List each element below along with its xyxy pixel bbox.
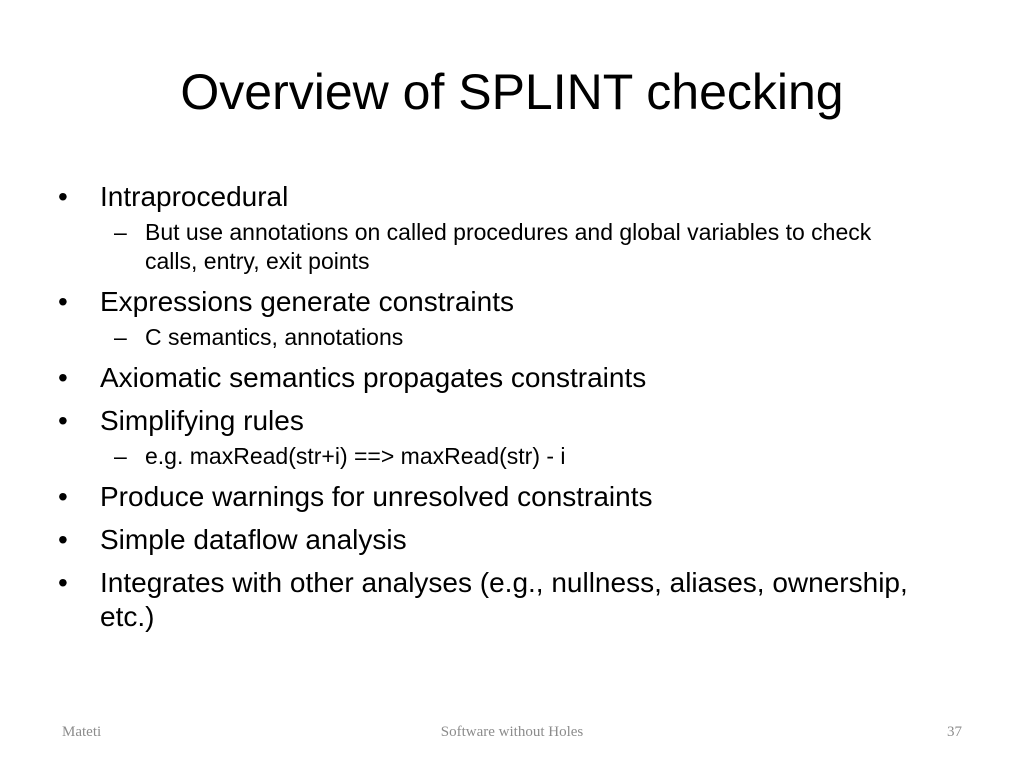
bullet-list <box>56 180 956 634</box>
bullet-item <box>56 285 956 319</box>
bullet-item <box>56 404 956 438</box>
sub-bullet-item <box>56 218 905 276</box>
bullet-text: Intraprocedural <box>100 181 289 212</box>
bullet-text: Produce warnings for unresolved constraints <box>100 481 653 512</box>
bullet-item <box>56 523 956 557</box>
slide-title: Overview of SPLINT checking <box>180 64 844 120</box>
bullet-icon: • <box>58 481 68 512</box>
footer-author: Mateti <box>62 724 102 740</box>
bullet-icon: • <box>58 524 68 555</box>
bullet-text: Simple dataflow analysis <box>100 524 407 555</box>
footer-course-title: Software without Holes <box>440 724 584 740</box>
bullet-icon: • <box>58 181 68 212</box>
bullet-icon: • <box>58 286 68 317</box>
bullet-icon: • <box>58 405 68 436</box>
sub-bullet-text: But use annotations on called procedures and global variables to check calls, entry, exit points <box>145 219 872 274</box>
bullet-item <box>56 361 956 395</box>
sub-bullet-text: C semantics, annotations <box>145 324 404 350</box>
sub-bullet-text: e.g. maxRead(str+i) ==> maxRead(str) - i <box>145 443 566 469</box>
bullet-icon: • <box>58 567 68 598</box>
bullet-text: Integrates with other analyses (e.g., nullness, aliases, ownership, etc.) <box>100 567 908 632</box>
bullet-item <box>56 566 956 634</box>
bullet-text: Expressions generate constraints <box>100 286 514 317</box>
sub-bullet-item <box>56 323 905 352</box>
sub-bullet-item <box>56 442 905 471</box>
dash-icon: – <box>114 443 127 469</box>
dash-icon: – <box>114 324 127 350</box>
bullet-text: Simplifying rules <box>100 405 304 436</box>
bullet-item <box>56 480 956 514</box>
bullet-item <box>56 180 956 214</box>
dash-icon: – <box>114 219 127 245</box>
bullet-icon: • <box>58 362 68 393</box>
slide-number: 37 <box>947 724 962 740</box>
bullet-text: Axiomatic semantics propagates constraints <box>100 362 647 393</box>
